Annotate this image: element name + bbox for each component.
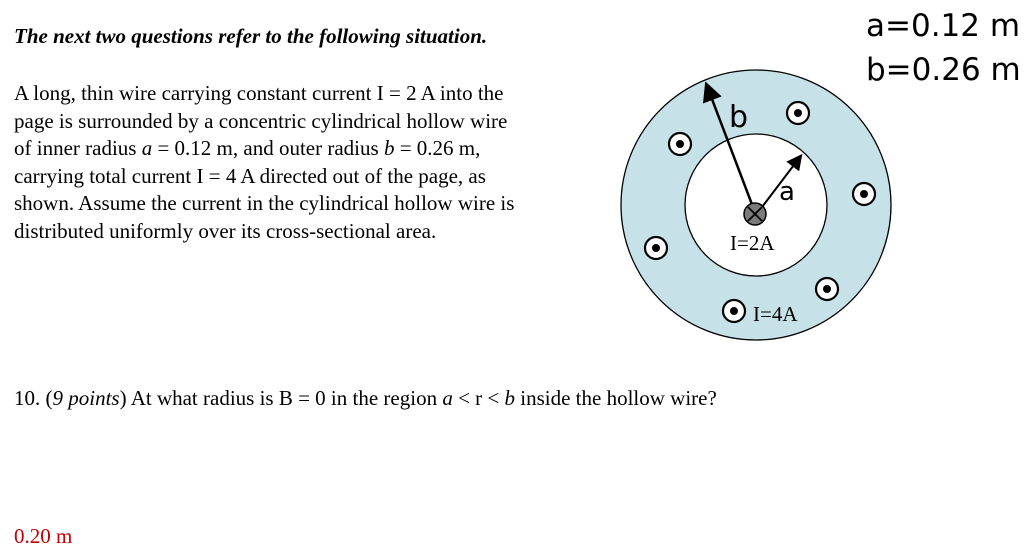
question-10: 10. (9 points) At what radius is B = 0 in the region a < r < b inside the hollow wire?	[14, 386, 717, 410]
label-inner-current: I=2A	[730, 231, 775, 255]
current-out-of-page-icon	[816, 278, 838, 300]
current-out-of-page-icon	[723, 300, 745, 322]
question-number: 10.	[14, 386, 41, 410]
question-var-b: b	[504, 386, 516, 410]
problem-line-3-mid: = 0.12 m, and outer radius	[152, 136, 384, 160]
problem-line-1: A long, thin wire carrying constant current I = 2 A into the	[14, 81, 504, 105]
question-inequality: < r <	[452, 386, 505, 410]
var-b: b	[383, 136, 395, 160]
current-out-of-page-icon	[669, 133, 691, 155]
current-out-of-page-icon	[853, 183, 875, 205]
problem-line-2: page is surrounded by a concentric cylindrical hollow wire	[14, 108, 508, 133]
label-b: b	[729, 100, 749, 135]
question-points: 9 points	[52, 386, 120, 410]
current-out-of-page-icon	[645, 237, 667, 259]
problem-line-4: carrying total current I = 4 A directed out of the page, as	[14, 163, 486, 188]
label-outer-current: I=4A	[753, 302, 798, 326]
note-b-value: b=0.26 m	[866, 52, 1021, 88]
current-out-of-page-icon	[787, 102, 809, 124]
question-var-a: a	[442, 386, 453, 410]
current-into-page-icon	[744, 203, 766, 225]
problem-line-5: shown. Assume the current in the cylindrical hollow wire is	[14, 191, 515, 215]
label-a: a	[779, 177, 795, 207]
intro-heading: The next two questions refer to the following situation.	[14, 24, 488, 48]
question-text-pre: At what radius is B = 0 in the region	[130, 386, 443, 410]
answer-text: 0.20 m	[14, 524, 73, 548]
question-text-post: inside the hollow wire?	[515, 386, 717, 410]
var-a: a	[141, 136, 153, 160]
problem-line-3-post: = 0.26 m,	[394, 136, 481, 160]
note-a-value: a=0.12 m	[866, 8, 1021, 44]
problem-line-3-pre: of inner radius	[14, 136, 142, 160]
problem-line-6: distributed uniformly over its cross-sectional area.	[14, 218, 437, 243]
